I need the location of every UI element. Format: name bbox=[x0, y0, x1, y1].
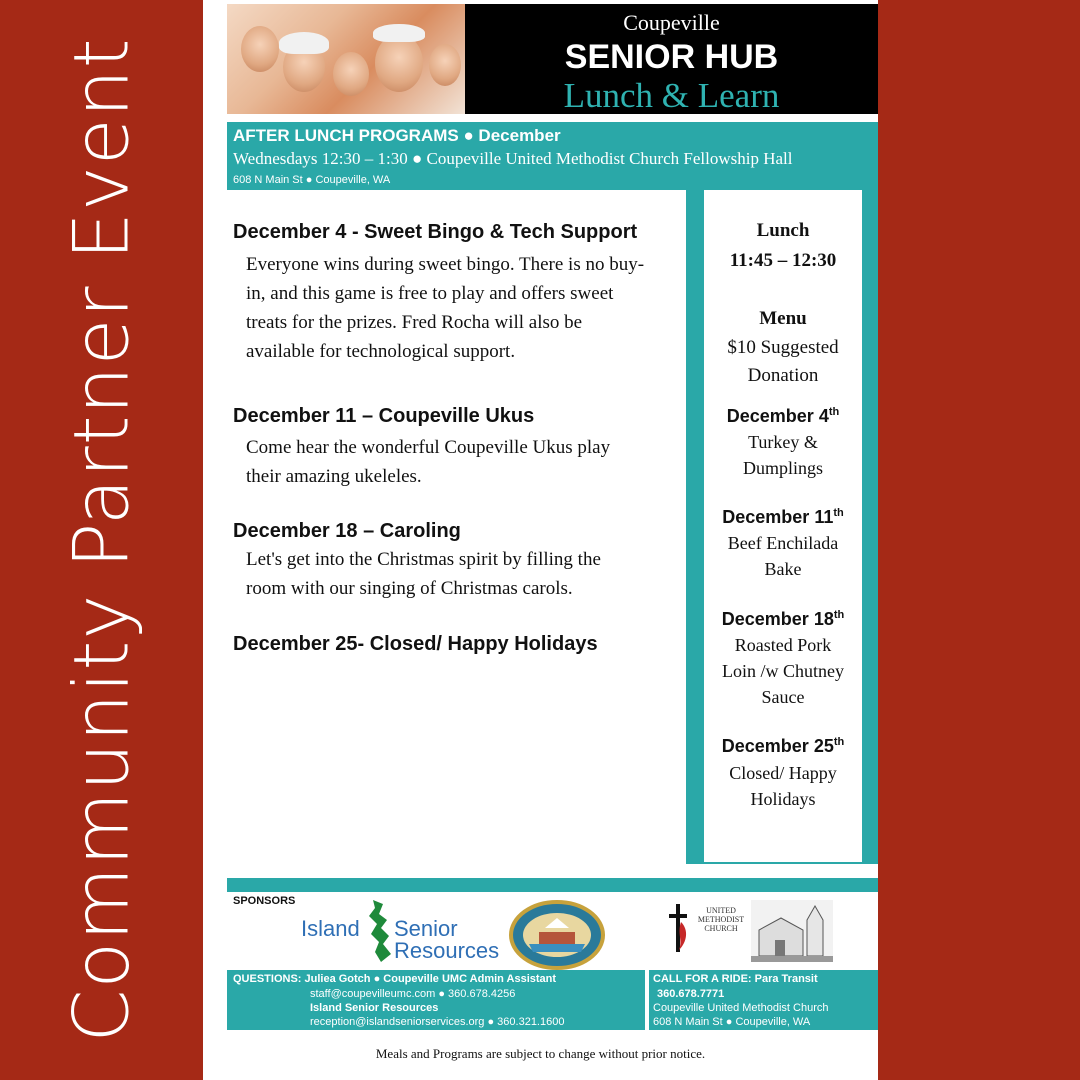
menu-dish: Beef Enchilada Bake bbox=[727, 533, 839, 579]
face-illustration bbox=[333, 52, 369, 96]
lunch-time: 11:45 – 12:30 bbox=[729, 250, 837, 271]
program-address: 608 N Main St ● Coupeville, WA bbox=[233, 174, 391, 186]
footer-note: Meals and Programs are subject to change without prior notice. bbox=[375, 1046, 706, 1061]
cross-flame-icon bbox=[667, 902, 689, 954]
questions-email[interactable]: staff@coupevilleumc.com ● 360.678.4256 bbox=[310, 988, 516, 1000]
menu-date: December 11th bbox=[722, 507, 844, 527]
island-map-icon bbox=[365, 898, 397, 964]
face-illustration bbox=[375, 34, 423, 92]
lunch-label: Lunch bbox=[756, 220, 810, 241]
ride-location: Coupeville United Methodist Church bbox=[653, 1002, 829, 1014]
menu-label: Menu bbox=[759, 308, 807, 329]
hair-illustration bbox=[373, 24, 425, 42]
contact-band bbox=[227, 970, 878, 1030]
program-heading: AFTER LUNCH PROGRAMS ● December bbox=[233, 126, 561, 145]
ride-address: 608 N Main St ● Coupeville, WA bbox=[653, 1016, 811, 1028]
event-title: December 4 - Sweet Bingo & Tech Support bbox=[233, 221, 638, 243]
town-seal-icon bbox=[509, 900, 605, 970]
sponsors-label: SPONSORS bbox=[233, 895, 296, 907]
questions-org: Island Senior Resources bbox=[310, 1002, 439, 1014]
ride-heading: CALL FOR A RIDE: Para Transit bbox=[653, 973, 818, 985]
header-subtitle: Lunch & Learn bbox=[563, 76, 780, 115]
logo-text: Island bbox=[301, 916, 360, 941]
band-divider bbox=[645, 970, 649, 1030]
menu-dish: Turkey & Dumplings bbox=[742, 432, 823, 478]
flyer bbox=[203, 0, 878, 1080]
event-line: Come hear the wonderful Coupeville Ukus play bbox=[246, 437, 611, 458]
event-description bbox=[246, 250, 686, 366]
event-title: December 11 – Coupeville Ukus bbox=[233, 405, 535, 427]
event-title: December 25- Closed/ Happy Holidays bbox=[233, 633, 598, 655]
header-town: Coupeville bbox=[623, 10, 720, 35]
sponsors-divider bbox=[227, 878, 878, 892]
questions-email[interactable]: reception@islandseniorservices.org ● 360.321.1600 bbox=[310, 1016, 565, 1028]
ride-phone: 360.678.7771 bbox=[657, 988, 725, 1000]
seniors-photo bbox=[227, 4, 465, 114]
hair-illustration bbox=[279, 32, 329, 54]
right-red-band bbox=[878, 0, 1080, 1080]
island-senior-resources-logo bbox=[301, 898, 500, 964]
event-line: room with our singing of Christmas carols. bbox=[246, 578, 573, 599]
church-building-icon bbox=[751, 900, 833, 962]
event-line: in, and this game is free to play and offers sweet bbox=[246, 283, 614, 304]
menu-price: Donation bbox=[747, 365, 819, 386]
questions-contact: QUESTIONS: Juliea Gotch ● Coupeville UMC Admin Assistant bbox=[233, 973, 557, 985]
umc-text: UNITED METHODIST CHURCH bbox=[697, 906, 745, 933]
logo-text: Senior bbox=[394, 916, 458, 941]
event-line: available for technological support. bbox=[246, 341, 516, 362]
vertical-banner-title: Community Partner Event bbox=[56, 37, 146, 1043]
face-illustration bbox=[429, 44, 461, 86]
header-title: SENIOR HUB bbox=[564, 38, 779, 76]
menu-price: $10 Suggested bbox=[727, 337, 839, 358]
menu-column bbox=[704, 190, 862, 862]
menu-date: December 4th bbox=[726, 406, 840, 426]
event-line: Everyone wins during sweet bingo. There is no buy- bbox=[246, 254, 645, 275]
logo-text: Resources bbox=[394, 938, 500, 963]
united-methodist-church-logo bbox=[667, 896, 833, 966]
event-description bbox=[246, 545, 686, 603]
event-title: December 18 – Caroling bbox=[233, 520, 461, 542]
menu-date: December 25th bbox=[721, 736, 845, 756]
event-line: Let's get into the Christmas spirit by filling the bbox=[246, 549, 601, 570]
header-title-block bbox=[465, 4, 878, 114]
event-line: their amazing ukeleles. bbox=[246, 466, 422, 487]
event-description bbox=[246, 433, 686, 491]
menu-date: December 18th bbox=[721, 609, 845, 629]
event-line: treats for the prizes. Fred Rocha will also be bbox=[246, 312, 583, 333]
program-info-band bbox=[227, 122, 878, 190]
left-red-band bbox=[0, 0, 203, 1080]
menu-dish: Roasted Pork Loin /w Chutney Sauce bbox=[722, 635, 844, 707]
menu-dish: Closed/ Happy Holidays bbox=[729, 763, 837, 809]
program-schedule: Wednesdays 12:30 – 1:30 ● Coupeville United Methodist Church Fellowship Hall bbox=[233, 149, 793, 168]
face-illustration bbox=[241, 26, 279, 72]
